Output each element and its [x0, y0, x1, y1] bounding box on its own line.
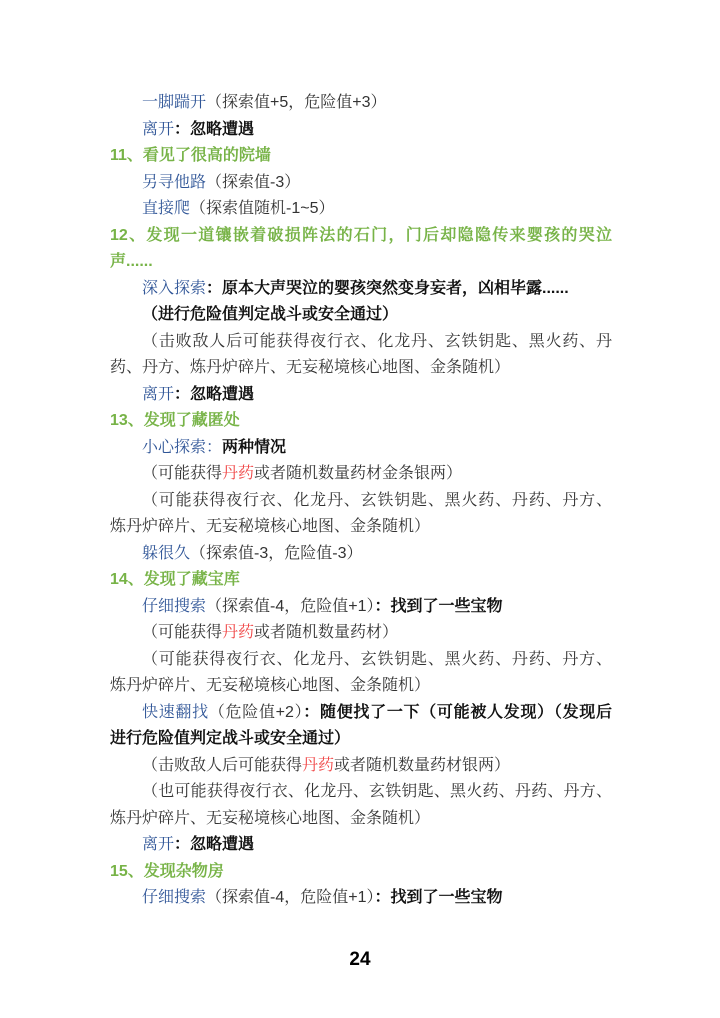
option-row	[110, 90, 612, 117]
reward-note: （也可能获得夜行衣、化龙丹、玄铁钥匙、黑火药、丹药、丹方、	[142, 783, 612, 800]
note-text: （击败敌人后可能获得	[142, 756, 303, 774]
option-label: 躲很久	[142, 544, 191, 562]
option-effect: （探索值-4，危险值+1）	[206, 597, 375, 615]
option-effect: （探索值-4，危险值+1）	[206, 889, 375, 906]
option-row	[110, 594, 612, 621]
option-row	[110, 832, 612, 859]
option-label: 快速翻找	[142, 703, 209, 721]
option-label: 仔细搜索	[142, 889, 207, 906]
reward-note	[110, 753, 612, 780]
option-row	[110, 541, 612, 568]
reward-note: （可能获得夜行衣、化龙丹、玄铁钥匙、黑火药、丹药、丹方、	[142, 650, 612, 668]
note-text: 或者随机数量药材银两）	[334, 756, 511, 774]
option-effect: （探索值+5，危险值+3）	[206, 94, 387, 111]
note-text: 或者随机数量药材）	[254, 624, 399, 641]
option-label: 离开	[142, 385, 175, 403]
option-result: ：原本大声哭泣的婴孩突然变身妄者，凶相毕露......	[206, 279, 569, 297]
reward-note-continued: 炼丹炉碎片、无妄秘境核心地图、金条随机）	[110, 809, 431, 827]
encounter-heading-continued: 声......	[110, 253, 153, 270]
reward-note-continued: 药、丹方、炼丹炉碎片、无妄秘境核心地图、金条随机）	[110, 359, 511, 376]
reward-note	[110, 461, 612, 488]
option-label: 深入探索	[142, 279, 207, 297]
page-content	[110, 90, 612, 912]
option-effect: （探索值-3，危险值-3）	[190, 544, 363, 562]
option-result: ：忽略遭遇	[174, 385, 255, 403]
option-label: 小心探索：	[142, 438, 223, 456]
option-row	[110, 276, 612, 303]
option-row	[110, 170, 612, 197]
reward-note: （击败敌人后可能获得夜行衣、化龙丹、玄铁钥匙、黑火药、丹	[142, 332, 612, 350]
encounter-heading: 15、发现杂物房	[110, 862, 224, 880]
highlight-text: 丹药	[222, 624, 255, 641]
highlight-text: 丹药	[302, 756, 335, 774]
option-label: 离开	[142, 120, 175, 138]
option-effect: （危险值+2）	[208, 703, 304, 721]
option-label: 离开	[142, 836, 175, 853]
reward-note: （可能获得夜行衣、化龙丹、玄铁钥匙、黑火药、丹药、丹方、	[142, 491, 612, 509]
battle-note: （进行危险值判定战斗或安全通过）	[142, 306, 399, 323]
encounter-heading: 12、发现一道镶嵌着破损阵法的石门，门后却隐隐传来婴孩的哭泣	[110, 226, 612, 244]
option-result: 两种情况	[222, 438, 287, 456]
note-text: 或者随机数量药材金条银两）	[254, 465, 463, 482]
option-label: 一脚踹开	[142, 94, 207, 111]
option-effect: （探索值随机-1~5）	[190, 200, 335, 217]
option-label: 直接爬	[142, 200, 191, 217]
option-result: ：忽略遭遇	[174, 120, 255, 138]
option-result: ：随便找了一下（可能被人发现）（发现后	[303, 703, 612, 721]
reward-note-continued: 炼丹炉碎片、无妄秘境核心地图、金条随机）	[110, 677, 431, 694]
option-row	[110, 196, 612, 223]
option-row	[110, 700, 612, 727]
option-label: 仔细搜索	[142, 597, 207, 615]
reward-note-continued: 炼丹炉碎片、无妄秘境核心地图、金条随机）	[110, 518, 431, 535]
option-row	[110, 117, 612, 144]
option-result: ：找到了一些宝物	[374, 889, 503, 906]
note-text: （可能获得	[142, 624, 223, 641]
page-number: 24	[349, 949, 371, 970]
option-result: ：忽略遭遇	[174, 836, 255, 853]
encounter-heading: 11、看见了很高的院墙	[110, 147, 271, 164]
option-label: 另寻他路	[142, 173, 207, 191]
option-row	[110, 382, 612, 409]
encounter-heading: 14、发现了藏宝库	[110, 571, 240, 588]
note-text: （可能获得	[142, 465, 223, 482]
option-row	[110, 435, 612, 462]
highlight-text: 丹药	[222, 465, 255, 482]
option-result-continued: 进行危险值判定战斗或安全通过）	[110, 730, 351, 747]
reward-note	[110, 620, 612, 647]
option-effect: （探索值-3）	[206, 173, 301, 191]
option-row	[110, 885, 612, 912]
option-result: ：找到了一些宝物	[374, 597, 503, 615]
encounter-heading: 13、发现了藏匿处	[110, 412, 240, 429]
